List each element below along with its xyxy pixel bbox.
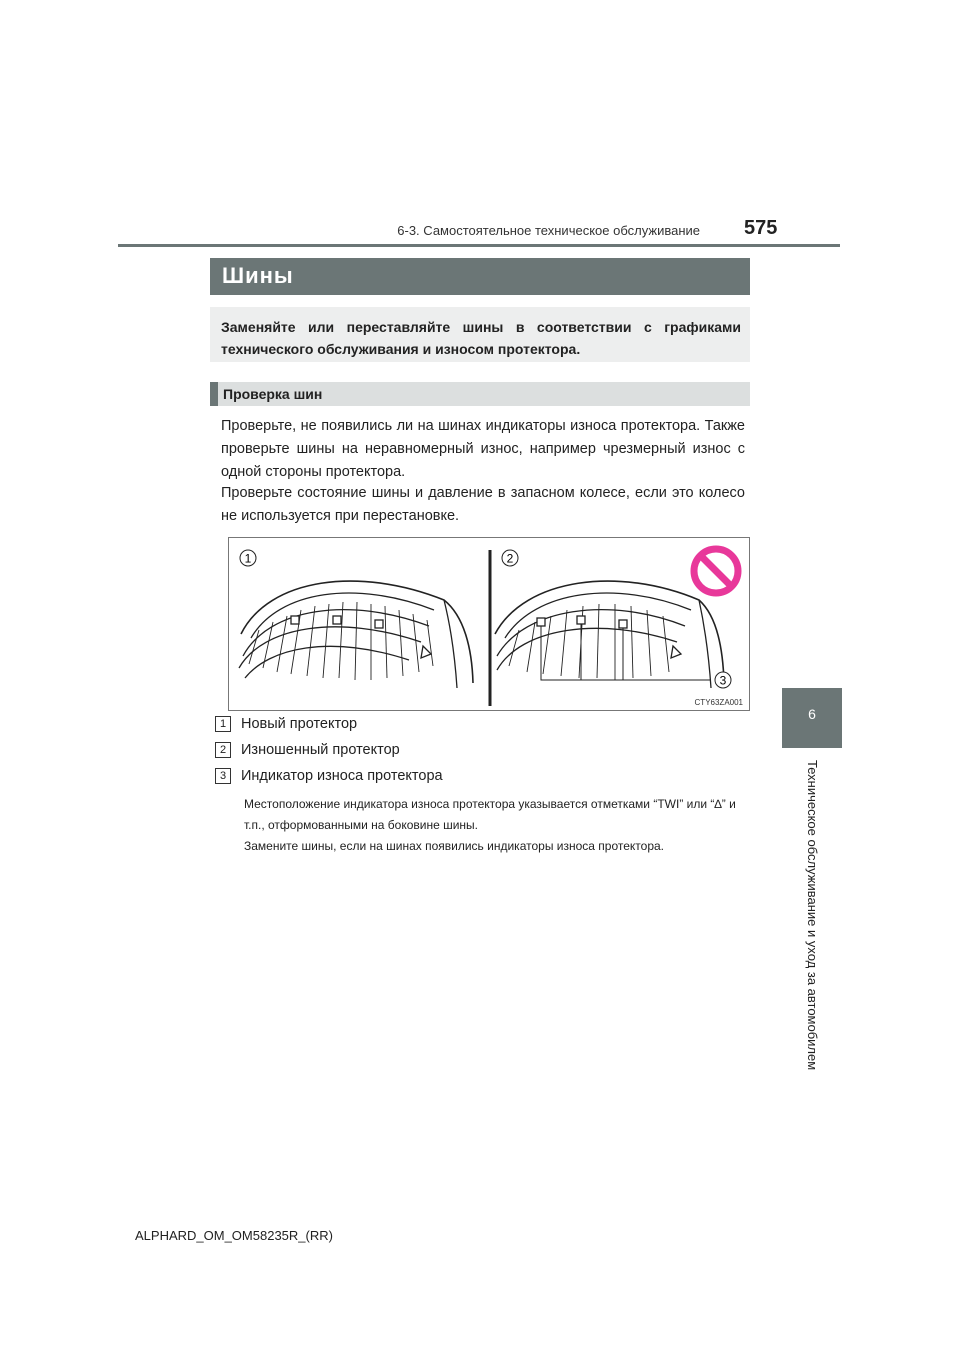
intro-text: Заменяйте или переставляйте шины в соответствии с графиками технического обслуживания и износом протектора. (221, 319, 741, 357)
document-code: ALPHARD_OM_OM58235R_(RR) (135, 1228, 333, 1243)
page-title: Шины (222, 263, 294, 288)
legend-text-3: Индикатор износа протектора (241, 768, 443, 784)
callout-2 (502, 550, 518, 566)
subsection-title: Проверка шин (223, 386, 323, 402)
note-2: Замените шины, если на шинах появились индикаторы износа протектора. (244, 839, 665, 853)
running-head: 6-3. Самостоятельное техническое обслуживание (397, 223, 700, 238)
worn-tread-tire (495, 581, 724, 688)
legend-num-2: 2 (215, 742, 231, 758)
legend-text-2: Изношенный протектор (241, 742, 400, 758)
chapter-title-text: Техническое обслуживание и уход за автомобилем (805, 760, 820, 1071)
page-number: 575 (744, 217, 778, 239)
chapter-number: 6 (808, 706, 816, 722)
new-tread-tire (239, 581, 473, 688)
legend-num-1: 1 (215, 716, 231, 732)
prohibition-icon (694, 549, 738, 593)
legend-item-3 (215, 768, 443, 784)
legend-text-1: Новый протектор (241, 716, 358, 732)
chapter-title (802, 760, 822, 1080)
paragraph-1: Проверьте, не появились ли на шинах индикаторы износа протектора. Также проверьте шины на неравномерный износ, например чрезмерный износ с одной стороны протектора. (221, 418, 745, 480)
tire-figure (228, 537, 750, 711)
header-rule (118, 244, 840, 247)
callout-1-label: 1 (244, 551, 252, 566)
tire-illustration (229, 538, 749, 710)
callout-2-label: 2 (506, 551, 514, 566)
figure-code: CTY63ZA001 (694, 698, 743, 707)
subsection-accent (210, 382, 218, 406)
paragraph-2: Проверьте состояние шины и давление в запасном колесе, если это колесо не используется при перестановке. (221, 485, 745, 524)
callout-3-label: 3 (719, 673, 727, 688)
callout-3 (715, 672, 731, 688)
note-1: Местоположение индикатора износа протектора указывается отметками “TWI” или “∆” и т.п., отформованными на боковине шины. (244, 797, 736, 832)
legend-item-2 (215, 742, 400, 758)
legend-num-3: 3 (215, 768, 231, 784)
callout-1 (240, 550, 256, 566)
legend-item-1 (215, 716, 357, 732)
